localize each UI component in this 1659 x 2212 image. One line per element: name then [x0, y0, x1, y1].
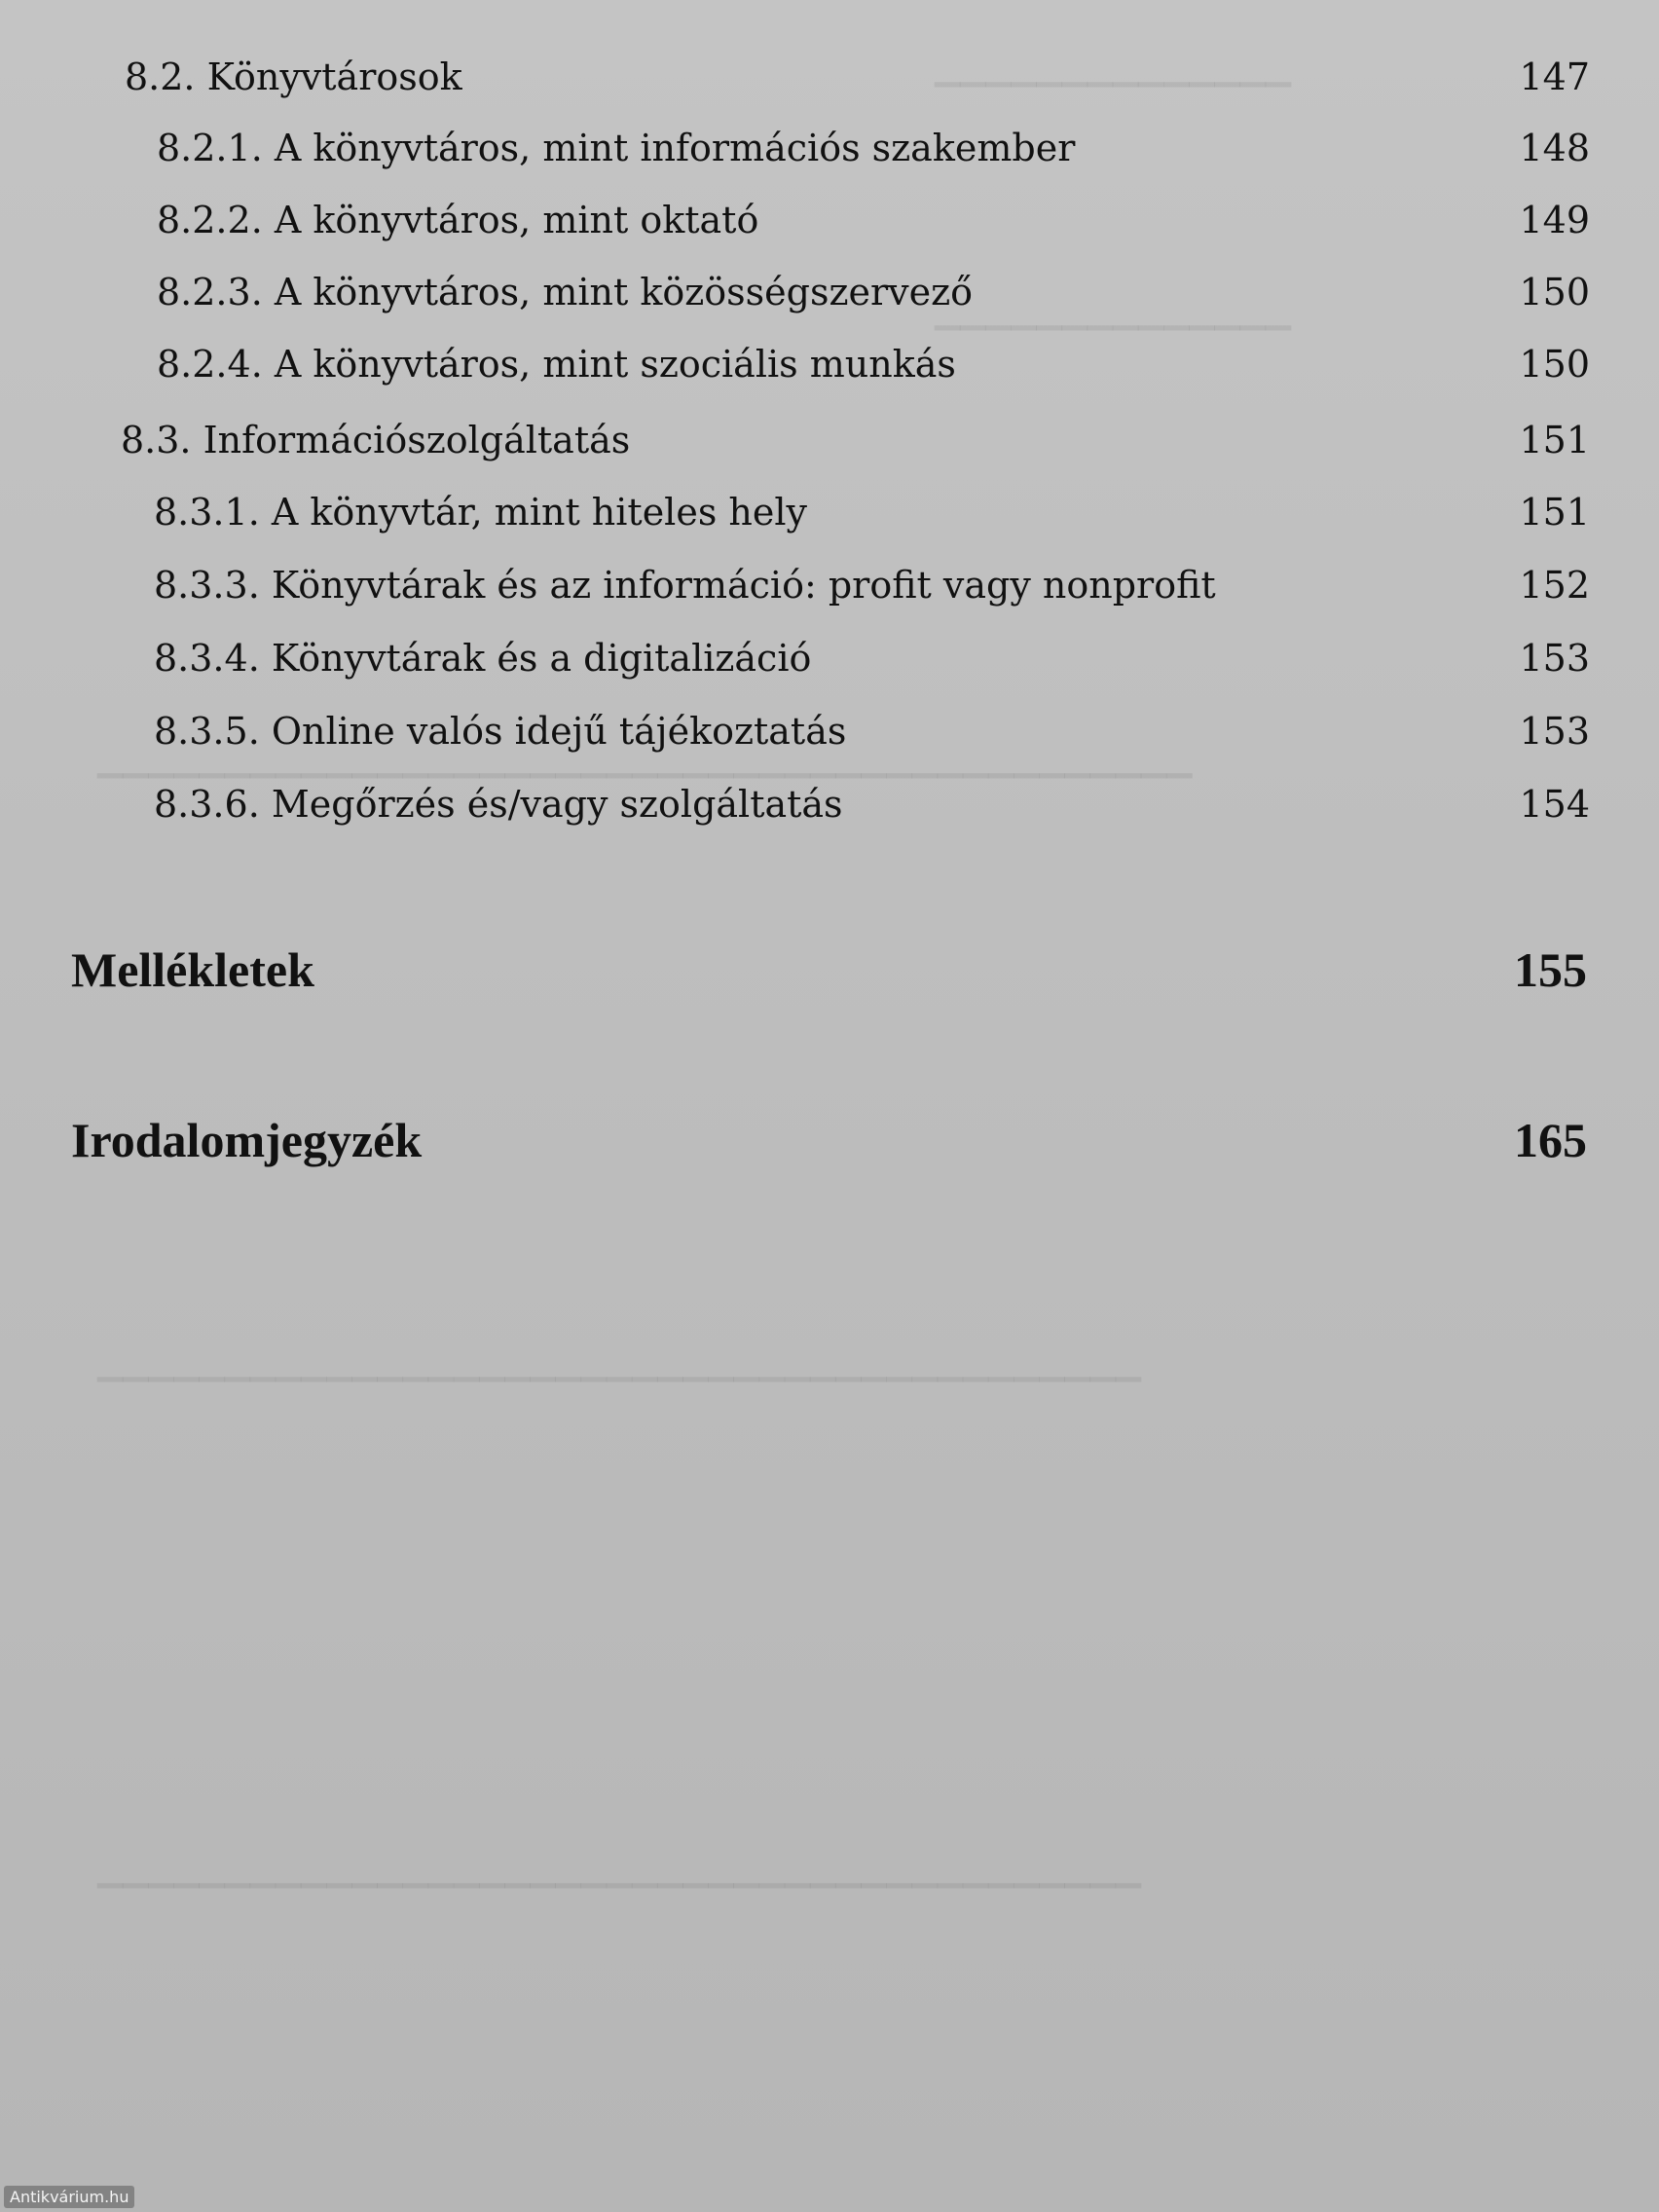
toc-entry-page: 150	[1519, 343, 1590, 386]
toc-entry-page: 153	[1519, 710, 1590, 753]
bleed-through-text: ▁▁▁▁▁▁▁▁▁▁▁▁▁▁▁▁▁▁▁▁▁▁▁▁▁▁▁▁▁▁▁▁▁▁▁▁▁▁▁▁▁▁▁	[97, 740, 1193, 779]
toc-entry-page: 153	[1519, 637, 1590, 680]
toc-entry-title: 8.2.3. A könyvtáros, mint közösségszervező	[157, 271, 973, 313]
bleed-through-text: ▁▁▁▁▁▁▁▁▁▁▁▁▁▁▁▁▁▁▁▁▁▁▁▁▁▁▁▁▁▁▁▁▁▁▁▁▁▁▁▁▁	[97, 1850, 1142, 1889]
toc-entry-title: 8.3.1. A könyvtár, mint hiteles hely	[154, 491, 807, 534]
toc-entry-page: 149	[1519, 199, 1590, 241]
toc-entry-page: 154	[1519, 783, 1590, 826]
toc-chapter-title: Mellékletek	[71, 942, 314, 997]
bleed-through-text: ▁▁▁▁▁▁▁▁▁▁▁▁▁▁	[935, 292, 1292, 331]
toc-entry-title: 8.2.1. A könyvtáros, mint információs szakember	[157, 127, 1076, 169]
watermark: Antikvárium.hu	[4, 2186, 134, 2208]
toc-entry-title: 8.2.2. A könyvtáros, mint oktató	[157, 199, 759, 241]
toc-entry-page: 147	[1519, 55, 1590, 98]
toc-chapter-page: 155	[1514, 942, 1587, 997]
bleed-through-text: ▁▁▁▁▁▁▁▁▁▁▁▁▁▁▁▁▁▁▁▁▁▁▁▁▁▁▁▁▁▁▁▁▁▁▁▁▁▁▁▁▁	[97, 1344, 1142, 1382]
toc-entry-title: 8.3.5. Online valós idejű tájékoztatás	[154, 710, 847, 753]
toc-entry-page: 150	[1519, 271, 1590, 313]
toc-entry-title: 8.3.6. Megőrzés és/vagy szolgáltatás	[154, 783, 843, 826]
toc-entry-page: 151	[1519, 419, 1590, 461]
toc-entry-title: 8.3. Információszolgáltatás	[121, 419, 631, 461]
toc-chapter-title: Irodalomjegyzék	[71, 1113, 423, 1167]
bleed-through-text: ▁▁▁▁▁▁▁▁▁▁▁▁▁▁	[935, 49, 1292, 88]
toc-entry-title: 8.3.4. Könyvtárak és a digitalizáció	[154, 637, 812, 680]
toc-entry-page: 148	[1519, 127, 1590, 169]
toc-entry-page: 152	[1519, 564, 1590, 607]
toc-entry-page: 151	[1519, 491, 1590, 534]
toc-entry-title: 8.2.4. A könyvtáros, mint szociális munkás	[157, 343, 956, 386]
toc-chapter-page: 165	[1514, 1113, 1587, 1167]
toc-entry-title: 8.2. Könyvtárosok	[125, 55, 462, 98]
toc-entry-title: 8.3.3. Könyvtárak és az információ: profit vagy nonprofit	[154, 564, 1216, 607]
